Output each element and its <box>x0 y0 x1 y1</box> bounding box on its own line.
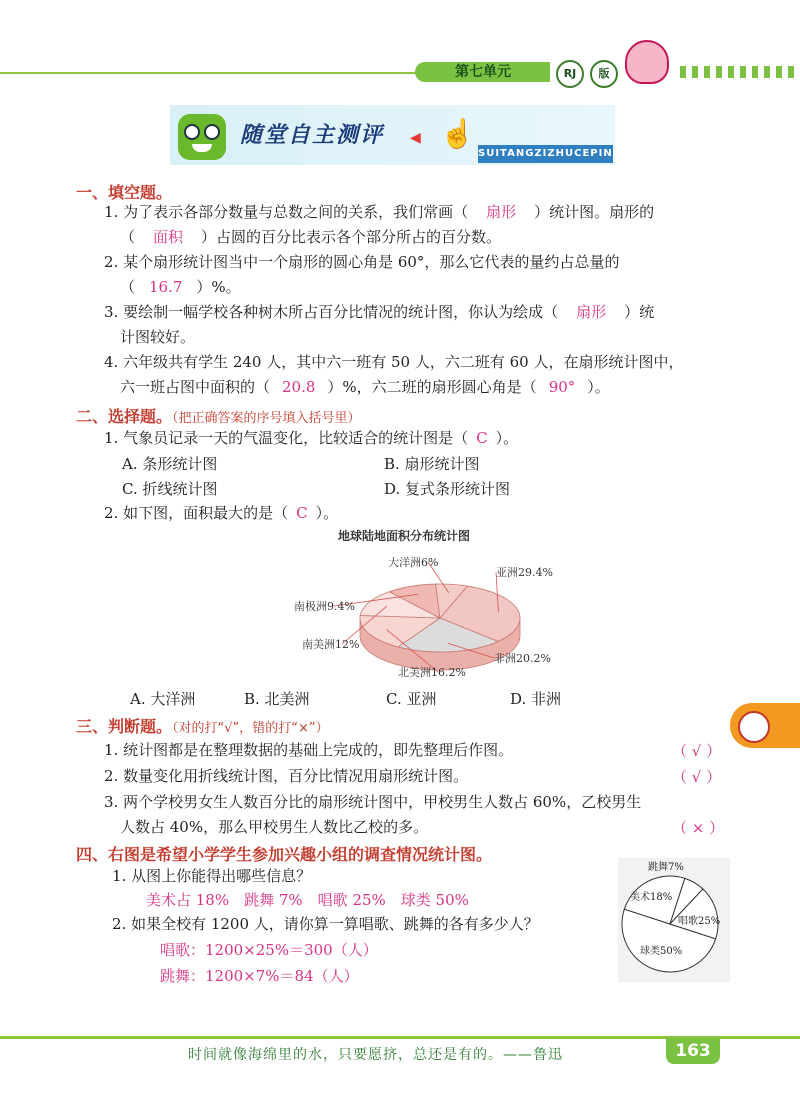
fill-q3-line2: 计图较好。 <box>120 328 196 346</box>
choice-q1-option-a: A. 条形统计图 <box>122 455 218 473</box>
side-tab <box>730 703 800 748</box>
judge-q3-line2: 人数占 40%，那么甲校男生人数比乙校的多。 <box>120 818 429 836</box>
monster-mascot-icon <box>178 114 226 160</box>
fill-q1-line2: （ 面积 ）占圆的百分比表示各个部分所占的百分数。 <box>120 228 502 246</box>
fill-q3-answer: 扇形 <box>576 303 607 321</box>
chart2-label-2: 跳舞7% <box>648 862 684 873</box>
fill-q4-line2: 六一班占图中面积的（ 20.8 ）%，六二班的扇形圆心角是（ 90° ）。 <box>120 378 610 396</box>
flag-icon: ◀ <box>410 130 421 146</box>
fill-q2-line2: （ 16.7 ）%。 <box>120 278 241 296</box>
part4-q1-answer: 美术占 18% 跳舞 7% 唱歌 25% 球类 50% <box>146 891 469 909</box>
judge-q1-answer: （ √ ） <box>672 742 722 760</box>
choice-q1-option-d: D. 复式条形统计图 <box>384 480 511 498</box>
fill-q3-line1: 3. 要绘制一幅学校各种树木所占百分比情况的统计图，你认为绘成（ 扇形 ）统 <box>104 303 655 321</box>
judge-q3-line1: 3. 两个学校男女生人数百分比的扇形统计图中，甲校男生人数占 60%，乙校男生 <box>104 793 642 811</box>
fill-q4-line1: 4. 六年级共有学生 240 人，其中六一班有 50 人，六二班有 60 人，在扇形统计图中， <box>104 353 684 371</box>
fill-q1-answer1: 扇形 <box>486 203 517 221</box>
checker-decoration <box>680 66 800 78</box>
choice-q2-option-d: D. 非洲 <box>510 690 562 708</box>
fill-q2-line1: 2. 某个扇形统计图当中一个扇形的圆心角是 60°，那么它代表的量约占总量的 <box>104 253 620 271</box>
judge-q3-answer: （ × ） <box>672 819 725 837</box>
part4-q1: 1. 从图上你能得出哪些信息？ <box>112 867 312 885</box>
fill-q1-answer2: 面积 <box>153 228 184 246</box>
choice-q2-option-b: B. 北美洲 <box>244 690 310 708</box>
choice-q1: 1. 气象员记录一天的气温变化，比较适合的统计图是（ C ）。 <box>104 429 519 447</box>
judge-q2: 2. 数量变化用折线统计图，百分比情况用扇形统计图。 <box>104 767 469 785</box>
page-number: 163 <box>666 1038 720 1064</box>
fill-q1-line1: 1. 为了表示各部分数量与总数之间的关系，我们常画（ 扇形 ）统计图。扇形的 <box>104 203 655 221</box>
section-2-title: 二、选择题。（把正确答案的序号填入括号里） <box>76 407 361 426</box>
fox-face-icon <box>738 711 770 743</box>
banner-title: 随堂自主测评 <box>240 123 385 148</box>
girl-mascot-icon <box>625 40 669 84</box>
choice-q2-option-c: C. 亚洲 <box>386 690 437 708</box>
choice-q1-answer: C <box>476 429 488 447</box>
part4-q2: 2. 如果全校有 1200 人，请你算一算唱歌、跳舞的各有多少人？ <box>112 915 539 933</box>
unit-label: 第七单元 <box>455 64 511 80</box>
chart1-label-4: 南极洲9.4% <box>294 600 355 613</box>
header-rule <box>0 72 460 74</box>
choice-q1-option-b: B. 扇形统计图 <box>384 455 480 473</box>
rj-badge: RJ <box>556 60 584 88</box>
choice-q2: 2. 如下图，面积最大的是（ C ）。 <box>104 504 339 522</box>
part4-answer-sing: 唱歌：1200×25%＝300（人） <box>160 941 378 959</box>
banner-subtitle: SUITANGZIZHUCEPING <box>478 145 613 163</box>
section-3-title: 三、判断题。（对的打“√”，错的打“×”） <box>76 717 329 736</box>
land-area-pie-chart <box>268 522 568 690</box>
fill-q4-answer1: 20.8 <box>282 378 316 396</box>
fill-q4-answer2: 90° <box>548 378 576 396</box>
ban-badge: 版 <box>590 60 618 88</box>
footer-quote: 时间就像海绵里的水，只要愿挤，总还是有的。——鲁迅 <box>188 1047 563 1063</box>
judge-q2-answer: （ √ ） <box>672 768 722 786</box>
part4-answer-dance: 跳舞：1200×7%＝84（人） <box>160 967 359 985</box>
section-1-title: 一、填空题。 <box>76 183 173 202</box>
choice-q1-option-c: C. 折线统计图 <box>122 480 218 498</box>
pointing-hand-icon: ☝ <box>440 117 475 150</box>
interest-group-pie-chart <box>618 858 730 982</box>
chart1-label-1: 非洲20.2% <box>494 652 551 665</box>
fill-q2-answer: 16.7 <box>149 278 183 296</box>
chart1-label-2: 北美洲16.2% <box>398 666 466 679</box>
chart2-label-0: 球类50% <box>640 946 683 957</box>
chart2-label-1: 唱歌25% <box>678 916 721 927</box>
judge-q1: 1. 统计图都是在整理数据的基础上完成的，即先整理后作图。 <box>104 741 514 759</box>
chart1-label-5: 大洋洲6% <box>388 556 439 569</box>
choice-q2-answer: C <box>296 504 308 522</box>
choice-q2-option-a: A. 大洋洲 <box>130 690 196 708</box>
chart2-label-3: 美术18% <box>630 892 673 903</box>
chart1-label-3: 南美洲12% <box>302 638 360 651</box>
chart1-title: 地球陆地面积分布统计图 <box>337 529 471 543</box>
chart1-label-0: 亚洲29.4% <box>496 566 553 579</box>
section-4-title: 四、右图是希望小学学生参加兴趣小组的调查情况统计图。 <box>76 845 493 864</box>
